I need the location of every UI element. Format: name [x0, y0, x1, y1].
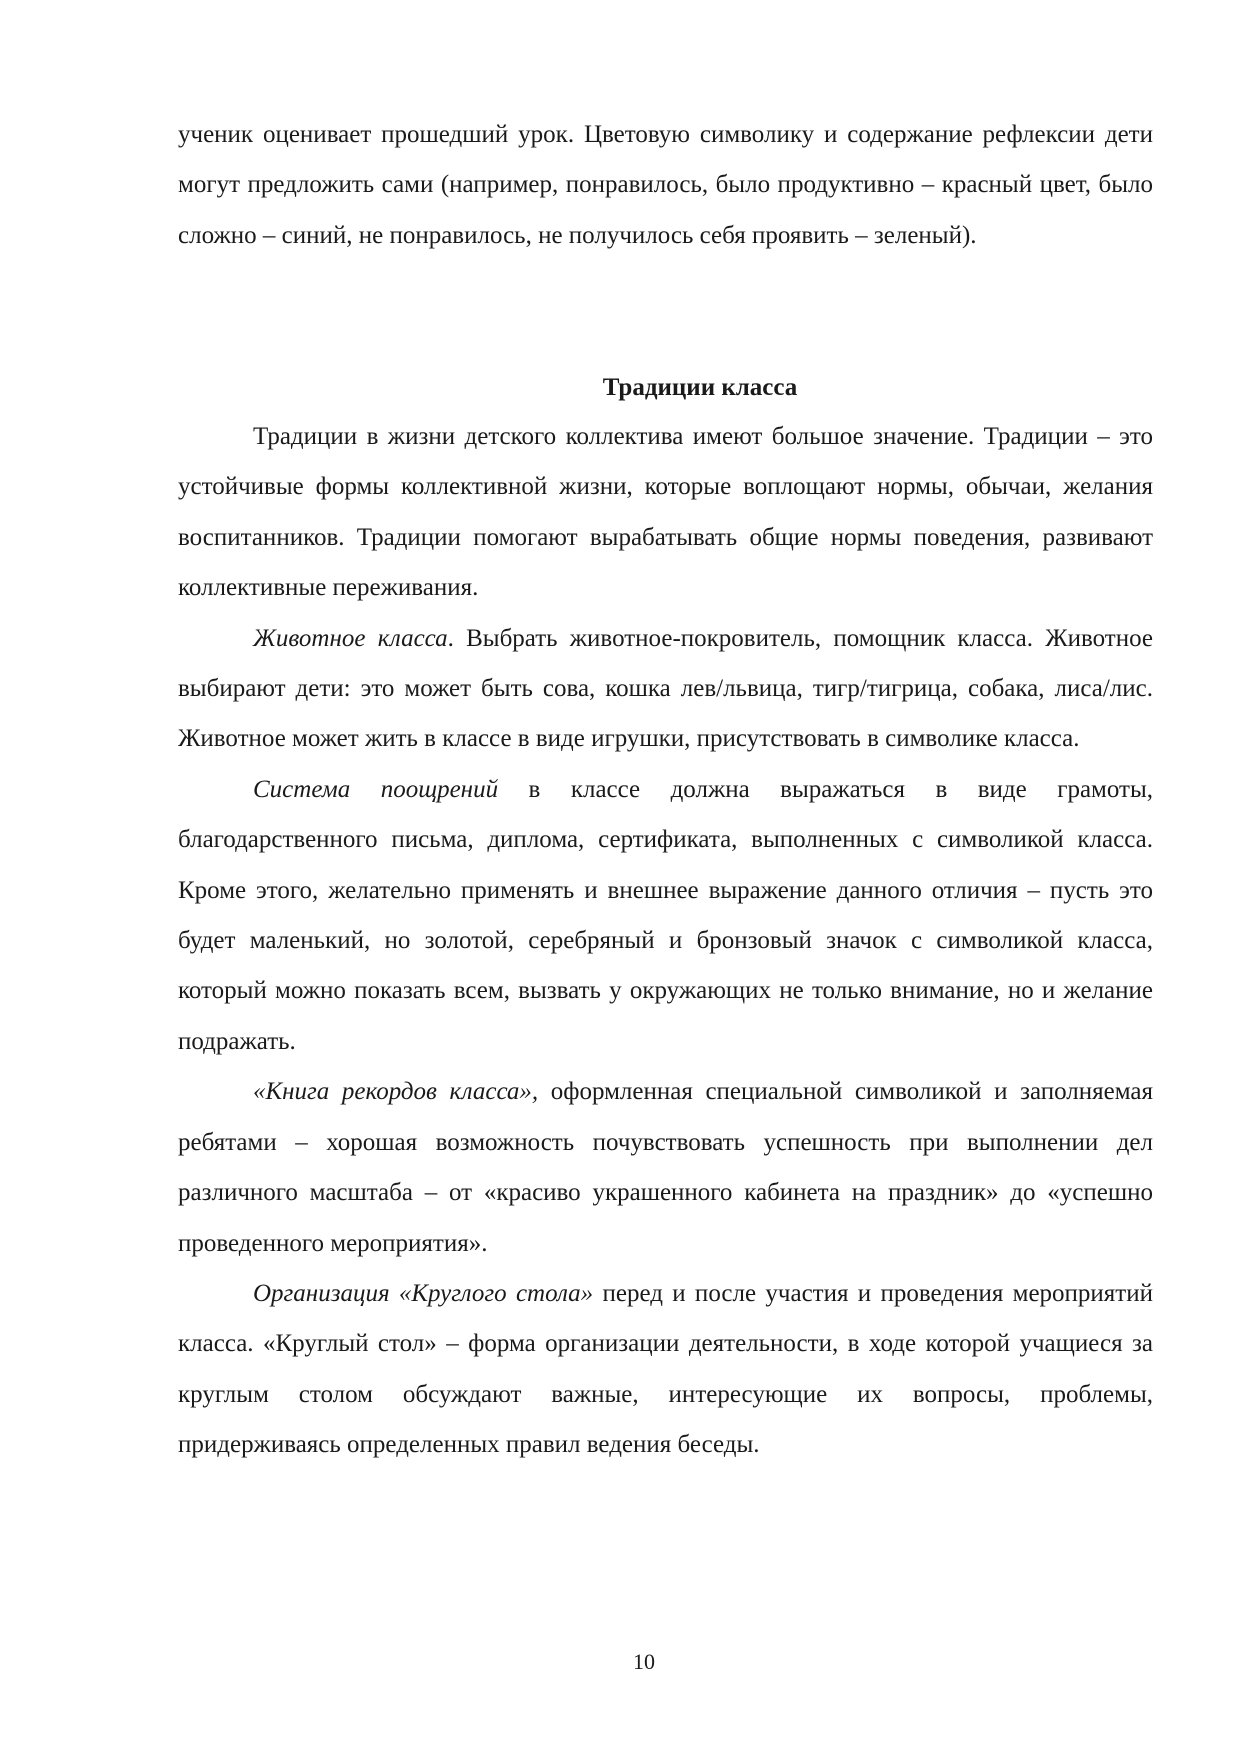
paragraph-record-book-text: оформленная специальной символикой и заполняемая ребятами – хорошая возможность почувствовать успешность при выполнении дел различного масштаба – от «красиво украшенного кабинета на праздник» до «успешно проведенного мероприятия». — [178, 1078, 1153, 1257]
page-number: 10 — [633, 1649, 655, 1674]
paragraph-round-table — [178, 1269, 1153, 1471]
paragraph-rewards-text: в классе должна выражаться в виде грамоты, благодарственного письма, диплома, сертификата, выполненных с символикой класса. Кроме этого, желательно применять и внешнее выражение данного отличия – пусть это будет маленький, но золотой, серебряный и бронзовый значок с символикой класса, который можно показать всем, вызвать у окружающих не только внимание, но и желание подражать. — [178, 775, 1154, 1055]
paragraph-record-book-emphasis: «Книга рекордов класса», — [253, 1078, 539, 1106]
paragraph-traditions: Традиции в жизни детского коллектива имеют большое значение. Традиции – это устойчивые формы коллективной жизни, которые воплощают нормы, обычаи, желания воспитанников. Традиции помогают вырабатывать общие нормы поведения, развивают коллективные переживания. — [178, 423, 1153, 602]
paragraph-class-animal — [178, 614, 1153, 765]
section-heading: Традиции класса — [602, 374, 798, 401]
paragraph-rewards-emphasis: Система поощрений — [253, 775, 499, 803]
intro-paragraph-block — [178, 110, 1153, 261]
paragraph-round-table-text: перед и после участия и проведения мероприятий класса. «Круглый стол» – форма организации деятельности, в ходе которой учащиеся за круглым столом обсуждают важные, интересующие их вопросы, проблемы, придерживаясь определенных правил ведения беседы. — [178, 1279, 1153, 1459]
paragraph-rewards — [178, 765, 1153, 1067]
paragraph-round-table-emphasis: Организация «Круглого стола» — [253, 1279, 594, 1307]
paragraph-class-animal-emphasis: Животное класса — [253, 624, 448, 652]
intro-paragraph: ученик оценивает прошедший урок. Цветовую символику и содержание рефлексии дети могут предложить сами (например, понравилось, было продуктивно – красный цвет, было сложно – синий, не понравилось, не получилось себя проявить – зеленый). — [178, 121, 1153, 249]
section-body — [178, 412, 1153, 1471]
paragraph-record-book — [178, 1067, 1153, 1269]
paragraph-class-animal-text: . Выбрать животное-покровитель, помощник класса. Животное выбирают дети: это может быть сова, кошка лев/львица, тигр/тигрица, собака, лиса/лис. Животное может жить в классе в виде игрушки, присутствовать в символике класса. — [178, 624, 1153, 753]
